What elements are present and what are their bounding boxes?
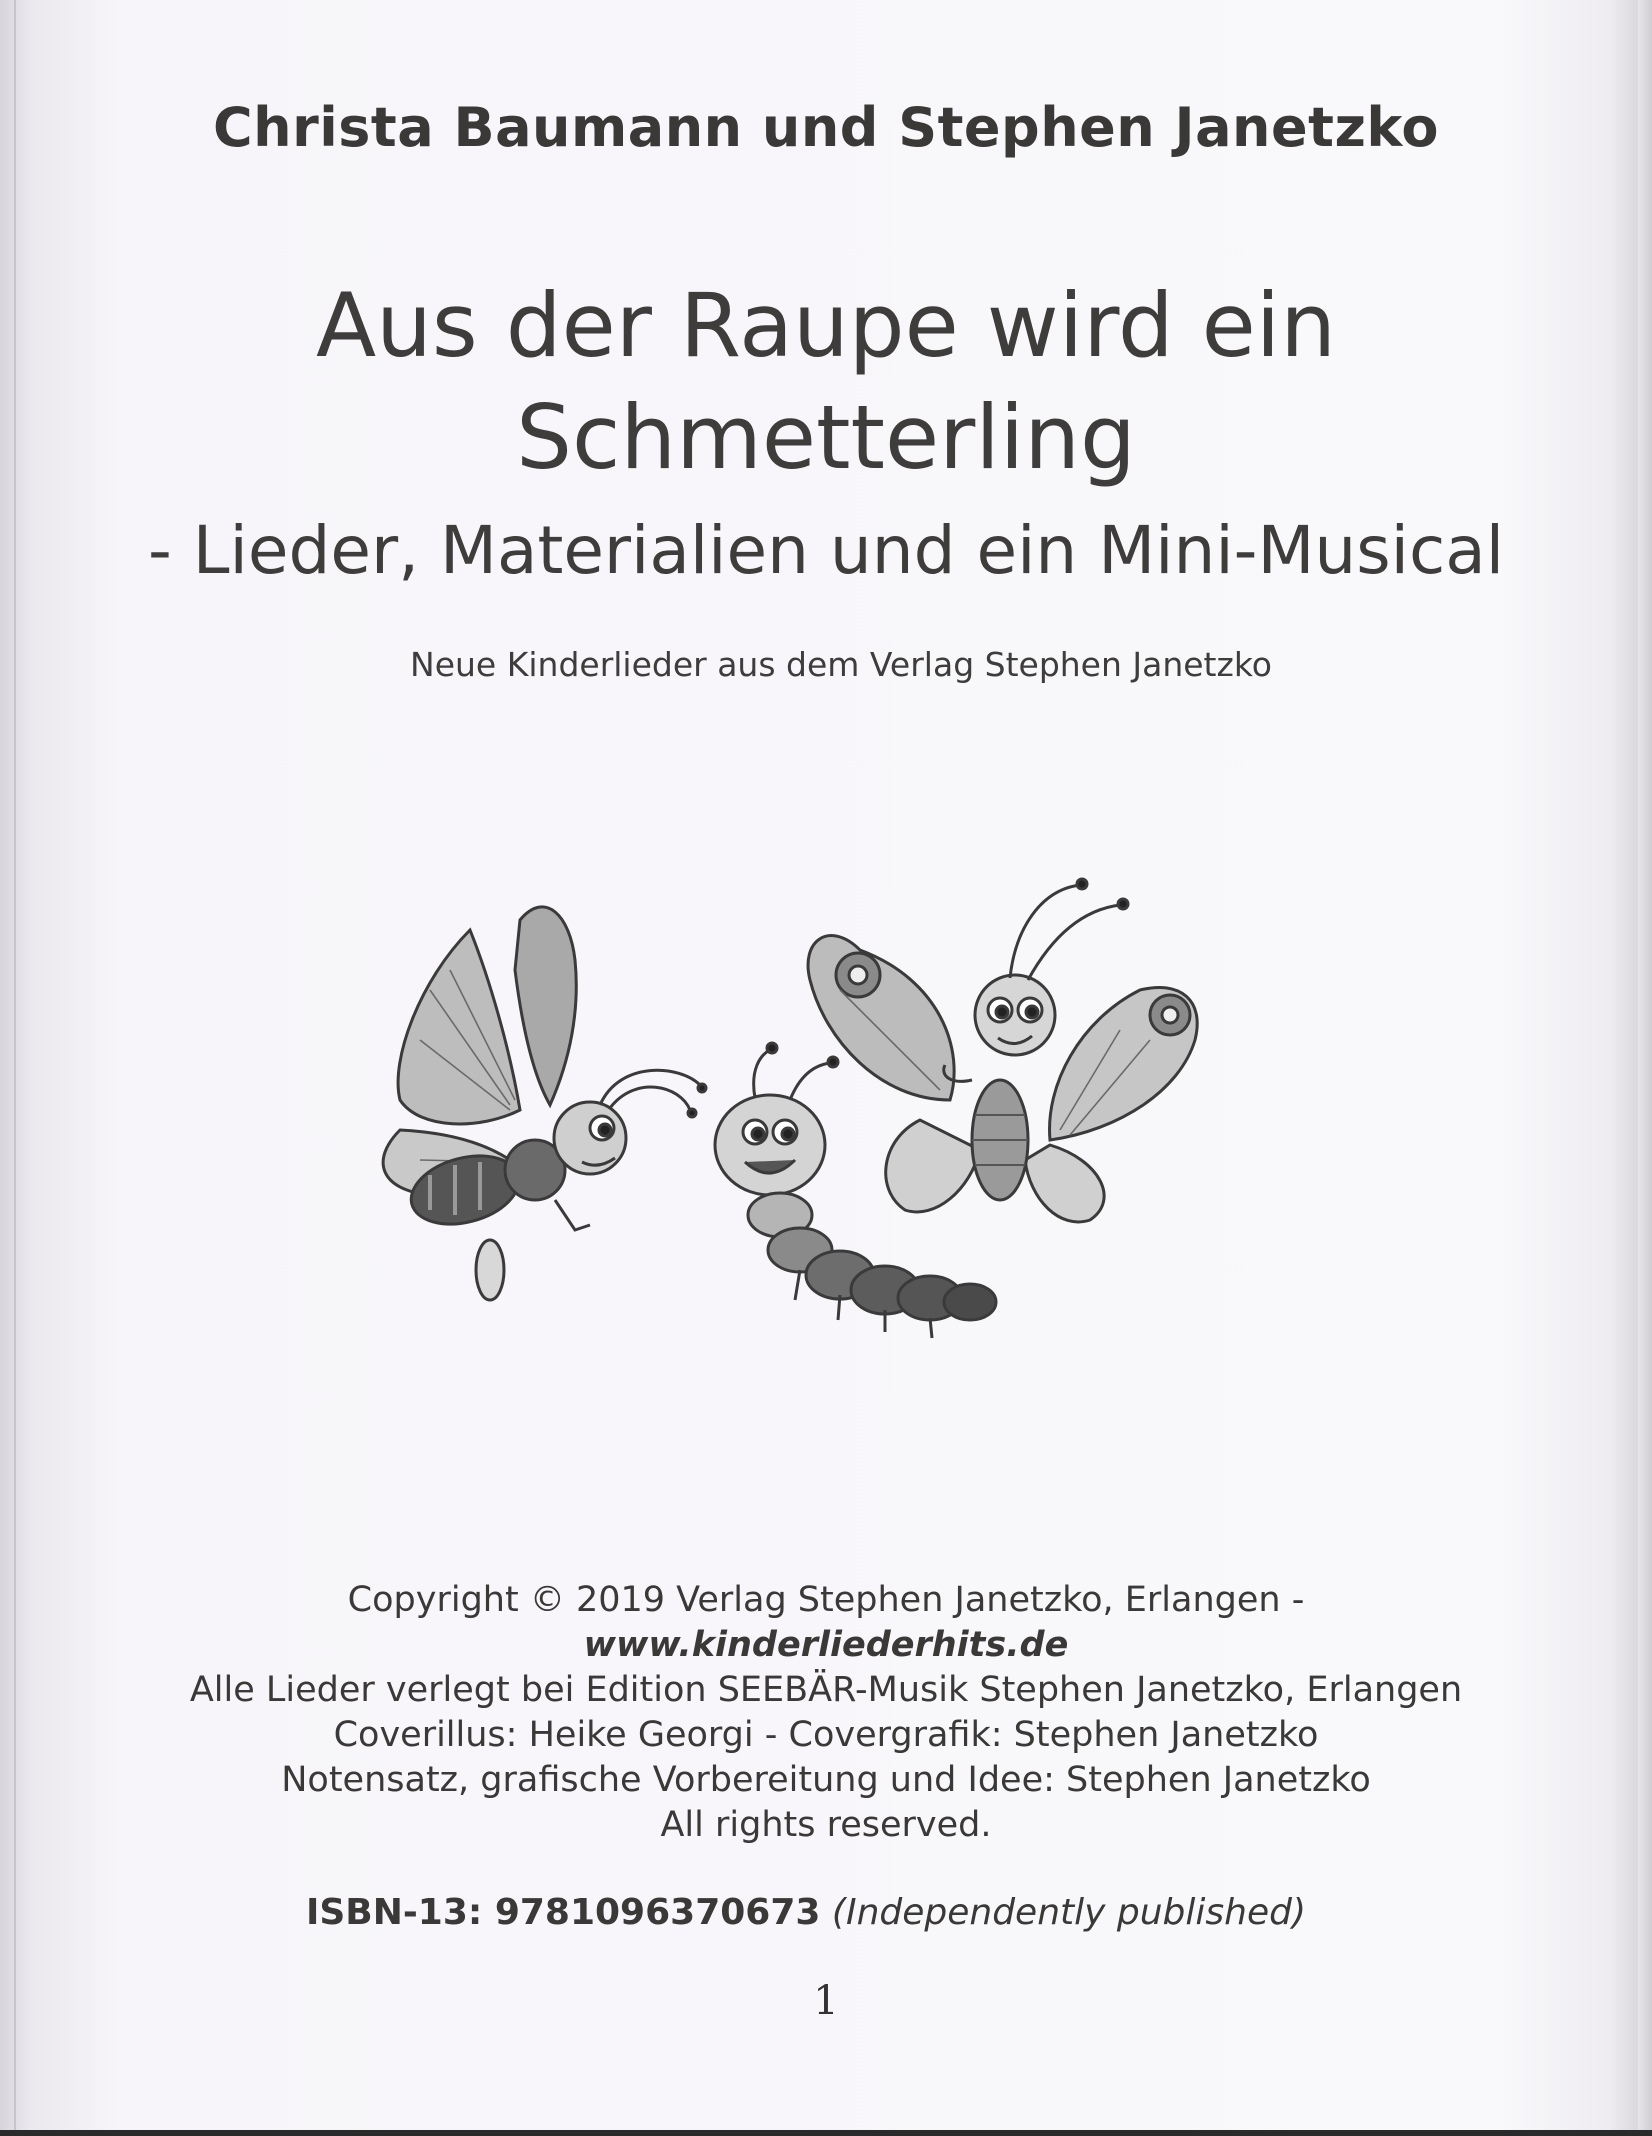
book-title bbox=[0, 270, 1652, 494]
imprint bbox=[0, 1578, 1652, 1848]
cover-illustration bbox=[360, 870, 1240, 1370]
page-number: 1 bbox=[813, 1978, 839, 2024]
rights-line: All rights reserved. bbox=[660, 1805, 992, 1845]
isbn-number: ISBN-13: 9781096370673 bbox=[305, 1892, 821, 1933]
notes-credit-line: Notensatz, grafische Vorbereitung und Idee: Stephen Janetzko bbox=[281, 1760, 1371, 1800]
series-line: Neue Kinderlieder aus dem Verlag Stephen Janetzko bbox=[410, 645, 1272, 684]
scan-border bbox=[0, 2130, 1652, 2136]
authors: Christa Baumann und Stephen Janetzko bbox=[213, 96, 1439, 159]
book-subtitle: - Lieder, Materialien und ein Mini-Musical bbox=[147, 512, 1505, 589]
website-link[interactable]: www.kinderliederhits.de bbox=[583, 1625, 1069, 1665]
isbn-note: (Independently published) bbox=[831, 1892, 1307, 1933]
cover-credit-line: Coverillus: Heike Georgi - Covergrafik: Stephen Janetzko bbox=[333, 1715, 1319, 1755]
isbn-line bbox=[0, 1892, 1652, 1933]
butterfly-right bbox=[808, 879, 1197, 1222]
copyright-line: Copyright © 2019 Verlag Stephen Janetzko, Erlangen - bbox=[347, 1580, 1305, 1620]
title-line-2: Schmetterling bbox=[516, 386, 1136, 489]
publisher-line: Alle Lieder verlegt bei Edition SEEBÄR-Musik Stephen Janetzko, Erlangen bbox=[189, 1670, 1463, 1710]
butterfly-left bbox=[383, 907, 706, 1300]
title-line-1: Aus der Raupe wird ein bbox=[315, 274, 1337, 377]
